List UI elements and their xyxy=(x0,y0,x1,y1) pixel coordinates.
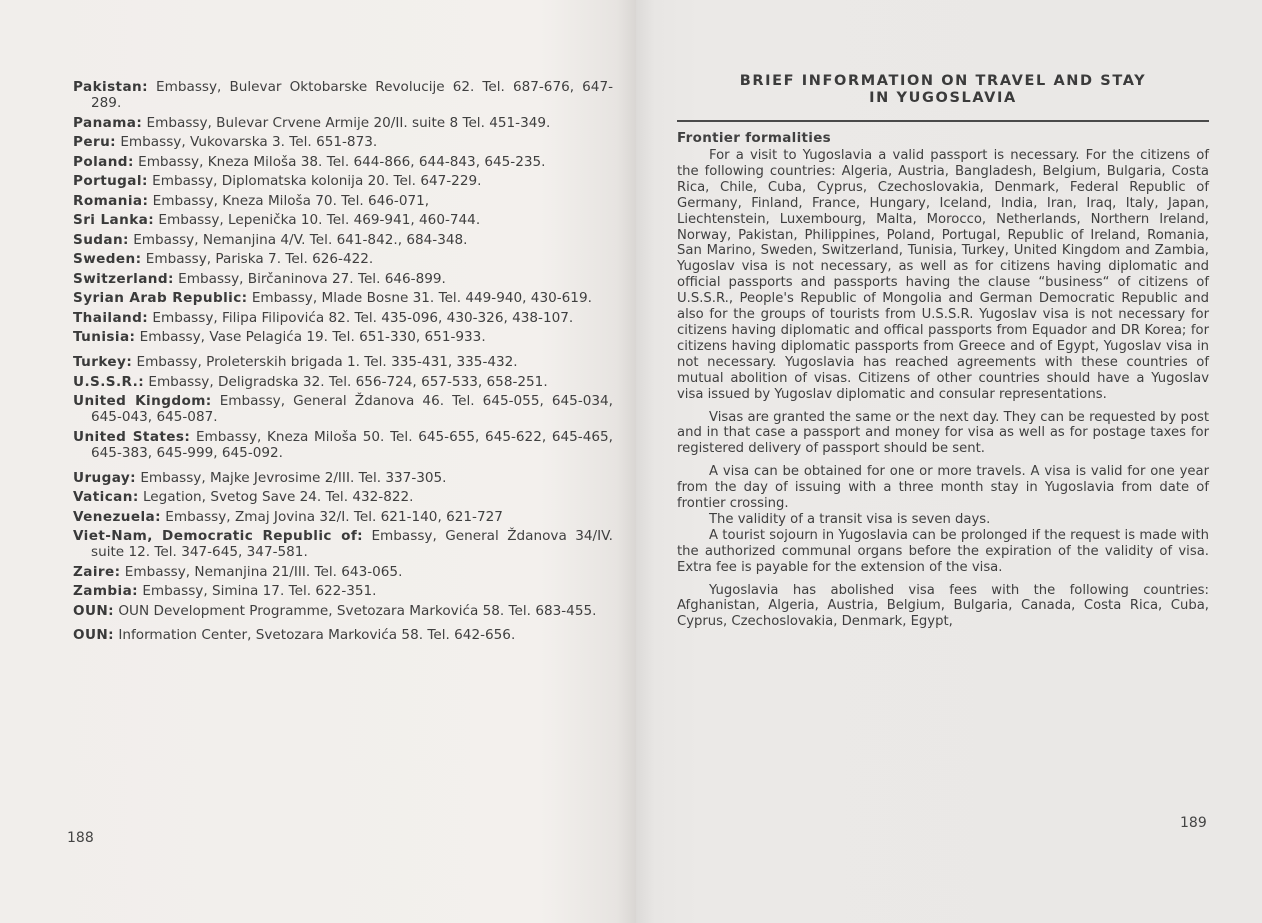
country-name: OUN: xyxy=(73,602,115,619)
list-item xyxy=(73,271,613,287)
list-item xyxy=(73,79,613,111)
list-item xyxy=(73,374,613,390)
country-name: Sudan: xyxy=(73,231,129,248)
embassy-list xyxy=(73,79,613,646)
entry-details: Embassy, Kneza Miloša 50. Tel. 645-655, 645-622, 645-465, 645-383, 645-999, 645-092. xyxy=(91,428,613,461)
country-name: Urugay: xyxy=(73,469,137,486)
page-title: BRIEF INFORMATION ON TRAVEL AND STAY xyxy=(739,73,1147,89)
title-divider xyxy=(677,120,1209,122)
list-item xyxy=(73,627,613,643)
entry-details: Embassy, Vase Pelagića 19. Tel. 651-330, 651-933. xyxy=(135,329,486,345)
entry-details: Embassy, Mlade Bosne 31. Tel. 449-940, 430-619. xyxy=(247,290,592,306)
list-item xyxy=(73,354,613,370)
entry-details: Embassy, General Ždanova 34/IV. suite 12. Tel. 347-645, 347-581. xyxy=(91,528,613,560)
entry-details: Embassy, General Ždanova 46. Tel. 645-055, 645-034, 645-043, 645-087. xyxy=(91,393,613,425)
country-name: Zambia: xyxy=(73,583,138,599)
country-name: Romania: xyxy=(73,192,149,209)
country-name: Portugal: xyxy=(73,173,148,189)
paragraph: The validity of a transit visa is seven days. xyxy=(709,511,991,527)
country-name: Vatican: xyxy=(73,489,139,505)
entry-details: Embassy, Bulevar Oktobarske Revolucije 62. Tel. 687-676, 647-289. xyxy=(91,79,613,111)
entry-details: Embassy, Deligradska 32. Tel. 656-724, 657-533, 658-251. xyxy=(144,373,548,390)
list-item xyxy=(73,154,613,170)
paragraph: Visas are granted the same or the next day. They can be requested by post and in that case a passport and money for visa as well as for postage taxes for registered delivery of passport should be sent. xyxy=(677,409,1209,457)
entry-details: Information Center, Svetozara Markovića 58. Tel. 642-656. xyxy=(114,626,516,643)
entry-details: Embassy, Proleterskih brigada 1. Tel. 335-431, 335-432. xyxy=(132,354,518,370)
paragraph: A tourist sojourn in Yugoslavia can be prolonged if the request is made with the authorized communal organs before the expiration of the validity of visa. Extra fee is payable for the extension of the visa. xyxy=(677,527,1209,575)
list-item xyxy=(73,564,613,580)
list-item xyxy=(73,290,613,306)
entry-details: Embassy, Filipa Filipovića 82. Tel. 435-096, 430-326, 438-107. xyxy=(148,309,574,326)
country-name: Peru: xyxy=(73,134,117,150)
list-item xyxy=(73,134,613,150)
list-item xyxy=(73,115,613,131)
country-name: Sweden: xyxy=(73,251,142,267)
country-name: Poland: xyxy=(73,153,134,170)
entry-details: Embassy, Majke Jevrosime 2/III. Tel. 337-305. xyxy=(136,469,447,486)
page-number: 188 xyxy=(67,830,94,846)
list-item xyxy=(73,173,613,189)
list-item xyxy=(73,393,613,425)
country-name: OUN: xyxy=(73,626,115,643)
entry-details: Embassy, Bulevar Crvene Armije 20/II. suite 8 Tel. 451-349. xyxy=(142,114,551,131)
country-name: Sri Lanka: xyxy=(73,212,155,228)
entry-details: Embassy, Vukovarska 3. Tel. 651-873. xyxy=(116,134,378,150)
list-item xyxy=(73,193,613,209)
list-item xyxy=(73,528,613,560)
paragraph: For a visit to Yugoslavia a valid passport is necessary. For the citizens of the following countries: Algeria, Austria, Bangladesh, Belgium, Bulgaria, Costa Rica, Chile, Cuba, Cyprus, Czechoslovakia, Denmark, Federal Republic of Germany, Finland, France, Hungary, Iceland, India, Iran, Iraq, Italy, Japan, Liechtenstein, Luxembourg, Malta, Morocco, Netherlands, Northern Ireland, Norway, Pakistan, Philippines, Poland, Portugal, Republic of Ireland, Romania, San Marino, Sweden, Switzerland, Tunisia, Turkey, United Kingdom and Zambia, Yugoslav visa is not necessary, as well as for citizens having diplomatic and official passports and passports having the clause “business“ of citizens of U.S.S.R., People's Republic of Mongolia and German Democratic Republic and also for the groups of tourists from U.S.S.R. Yugoslav visa is not necessary for citizens having diplomatic and offical passports from Equador and DR Korea; for citizens having diplomatic passports from Greece and of Egypt, Yugoslav visa in not necessary. Yugoslavia has reached agreements with these countries of mutual abolition of visas. Citizens of other countries should have a Yugoslav visa issued by Yugoslav diplomatic and consular representations. xyxy=(677,148,1209,402)
entry-details: Embassy, Nemanjina 4/V. Tel. 641-842., 684-348. xyxy=(128,231,468,248)
entry-details: OUN Development Programme, Svetozara Markovića 58. Tel. 683-455. xyxy=(114,602,597,619)
country-name: Viet-Nam, Democratic Republic of: xyxy=(73,528,363,544)
page-number: 189 xyxy=(1180,815,1207,831)
entry-details: Embassy, Nemanjina 21/III. Tel. 643-065. xyxy=(120,563,403,580)
list-item xyxy=(73,583,613,599)
country-name: Thailand: xyxy=(73,309,149,326)
list-item xyxy=(73,329,613,345)
list-item xyxy=(73,470,613,486)
list-item xyxy=(73,232,613,248)
country-name: Syrian Arab Republic: xyxy=(73,290,248,306)
list-item xyxy=(73,310,613,326)
country-name: Zaire: xyxy=(73,563,121,580)
country-name: Tunisia: xyxy=(73,329,136,345)
country-name: Switzerland: xyxy=(73,270,174,287)
country-name: U.S.S.R.: xyxy=(73,373,145,390)
entry-details: Embassy, Kneza Miloša 70. Tel. 646-071, xyxy=(148,192,430,209)
section-heading: Frontier formalities xyxy=(677,130,832,146)
paragraph: Yugoslavia has abolished visa fees with the following countries: Afghanistan, Algeria, Austria, Belgium, Bulgaria, Canada, Costa Rica, Cuba, Cyprus, Czechoslovakia, Denmark, Egypt, xyxy=(677,582,1209,630)
entry-details: Embassy, Zmaj Jovina 32/I. Tel. 621-140, 621-727 xyxy=(160,508,503,525)
country-name: Venezuela: xyxy=(73,508,161,525)
entry-details: Embassy, Diplomatska kolonija 20. Tel. 647-229. xyxy=(147,173,482,189)
country-name: United States: xyxy=(73,428,191,445)
entry-details: Embassy, Birčaninova 27. Tel. 646-899. xyxy=(173,270,446,287)
country-name: Turkey: xyxy=(73,354,133,370)
list-item xyxy=(73,489,613,505)
entry-details: Embassy, Simina 17. Tel. 622-351. xyxy=(138,583,377,599)
entry-details: Embassy, Kneza Miloša 38. Tel. 644-866, 644-843, 645-235. xyxy=(133,153,546,170)
list-item xyxy=(73,251,613,267)
list-item xyxy=(73,603,613,619)
entry-details: Legation, Svetog Save 24. Tel. 432-822. xyxy=(138,489,414,505)
list-item xyxy=(73,212,613,228)
paragraph: A visa can be obtained for one or more travels. A visa is valid for one year from the day of issuing with a three month stay in Yugoslavia from date of frontier crossing. xyxy=(677,464,1209,512)
country-name: Pakistan: xyxy=(73,79,148,95)
country-name: United Kingdom: xyxy=(73,393,212,409)
list-item xyxy=(73,429,613,461)
country-name: Panama: xyxy=(73,114,143,131)
entry-details: Embassy, Lepenička 10. Tel. 469-941, 460-744. xyxy=(154,212,481,228)
page-title-line-2: IN YUGOSLAVIA xyxy=(869,90,1017,106)
list-item xyxy=(73,509,613,525)
travel-info-section xyxy=(677,73,1209,630)
entry-details: Embassy, Pariska 7. Tel. 626-422. xyxy=(141,251,374,267)
